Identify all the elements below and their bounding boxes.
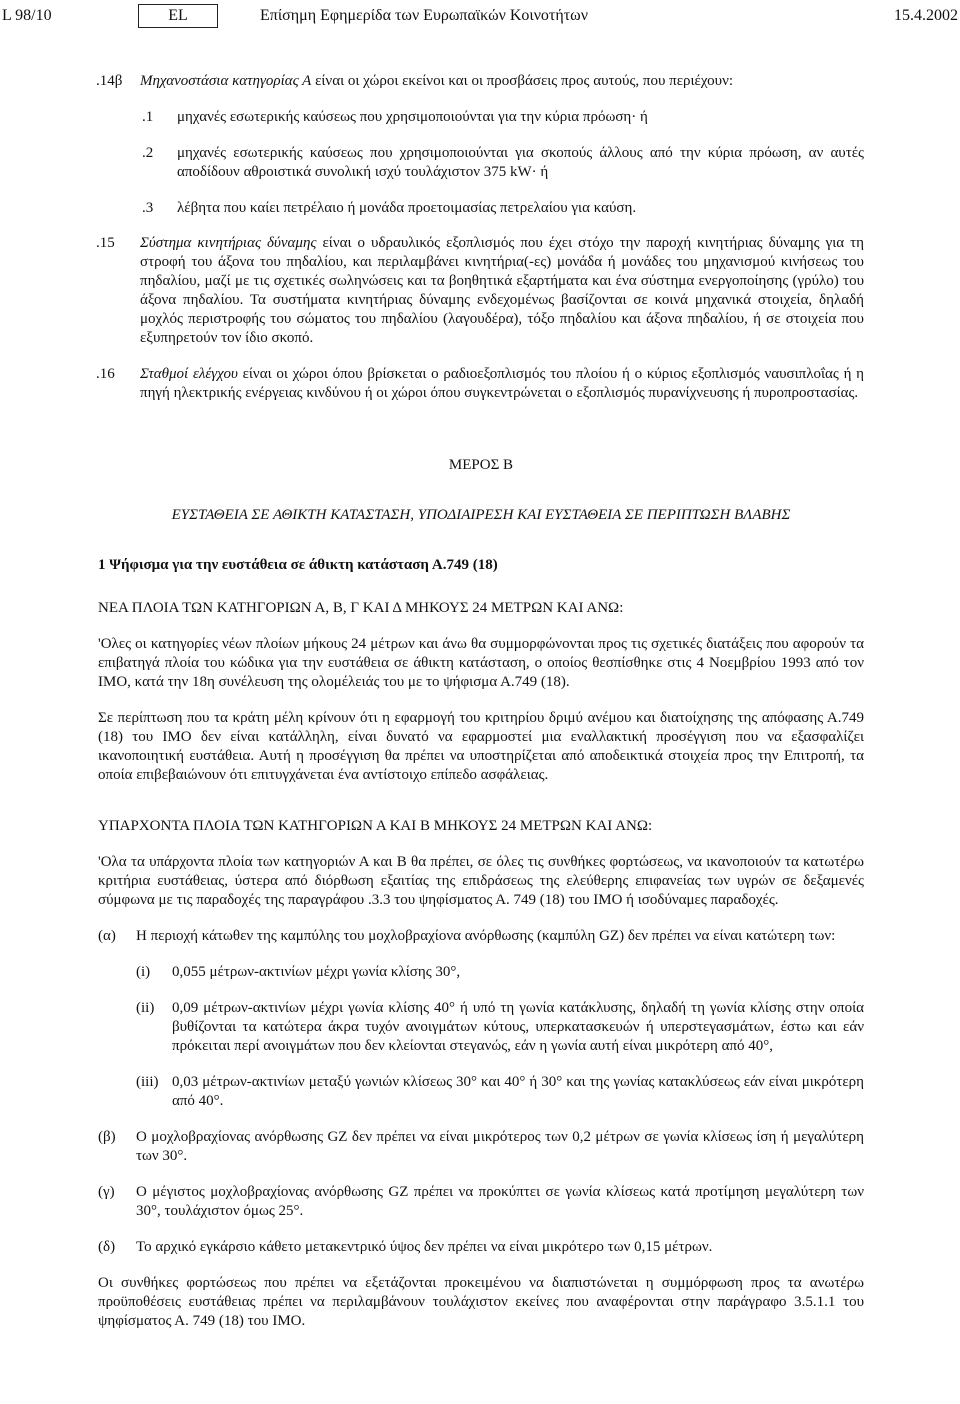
main-content (98, 72, 864, 1331)
list-item (98, 108, 864, 127)
item-number: .3 (142, 200, 154, 216)
item-text: μηχανές εσωτερικής καύσεως που χρησιμοποιούνται για την κύρια πρόωση· ή (177, 109, 648, 125)
part-subtitle: ΕΥΣΤΑΘΕΙΑ ΣΕ ΑΘΙΚΤΗ ΚΑΤΑΣΤΑΣΗ, ΥΠΟΔΙΑΙΡΕΣΗ ΚΑΙ ΕΥΣΤΑΘΕΙΑ ΣΕ ΠΕΡΙΠΤΩΣΗ ΒΛΑΒΗΣ (171, 507, 791, 523)
item-label: (i) (136, 964, 151, 980)
item-label: (δ) (98, 1239, 116, 1255)
journal-title: Επίσημη Εφημερίδα των Ευρωπαϊκών Κοινοτήτων (260, 7, 588, 24)
item-label: (ii) (136, 1000, 155, 1016)
defined-term: Μηχανοστάσια κατηγορίας Α (140, 73, 312, 89)
item-label: (γ) (98, 1184, 115, 1200)
item-label: (α) (98, 928, 116, 944)
list-item (98, 1238, 864, 1257)
paragraph: 'Ολες οι κατηγορίες νέων πλοίων μήκους 24 μέτρων και άνω θα συμμορφώνονται προς τις σχετικές διατάξεις που αφορούν τα επιβατηγά πλοία του κώδικα για την ευστάθεια σε άθικτη κατάσταση, ο οποίος θεσπίσθηκε στις 4 Νοεμβρίου 1993 από τον IMO, κατά την 18η συνέλευση της ολομέλειάς του με το ψήφισμα Α.749 (18). (98, 636, 864, 690)
sub-item (98, 1073, 864, 1111)
paragraph: 'Ολα τα υπάρχοντα πλοία των κατηγοριών Α και Β θα πρέπει, σε όλες τις συνθήκες φορτώσεως, να ικανοποιούν τα κατωτέρω κριτήρια ευστάθειας, ύστερα από διόρθωση εξαιτίας της επιδράσεως της ελεύθερης επιφανείας των υγρών σε δεξαμενές σύμφωνα με τις παραδοχές της παραγράφου .3.3 του ψηφίσματος Α. 749 (18) του IMO ή ισοδύναμες παραδοχές. (98, 854, 864, 908)
item-label: (iii) (136, 1074, 159, 1090)
item-label: (β) (98, 1129, 116, 1145)
section-text: Μηχανοστάσια κατηγορίας Α είναι οι χώροι εκείνοι και οι προσβάσεις προς αυτούς, που περιέχουν: (140, 73, 734, 89)
defined-term: Σταθμοί ελέγχου (140, 366, 238, 382)
item-number: .1 (142, 109, 154, 125)
item-text: 0,03 μέτρων-ακτινίων μεταξύ γωνιών κλίσεως 30° και 40° ή 30° και της γωνίας κατακλύσεως εάν είναι μικρότερη από 40°. (172, 1074, 864, 1109)
item-number: .2 (142, 145, 154, 161)
paragraph: Σε περίπτωση που τα κράτη μέλη κρίνουν ότι η εφαρμογή του κριτηρίου δριμύ ανέμου και διατοίχησης της απόφασης Α.749 (18) του IMO δεν είναι κατάλληλη, είναι δυνατό να εφαρμοστεί μια εναλλακτική προσέγγιση που να εξασφαλίζει ικανοποιητική ευστάθεια. Αυτή η προσέγγιση θα πρέπει να υποστηρίζεται από αποδεικτικά στοιχεία προς την Επιτροπή, τα οποία επιβεβαιώνουν ότι επιτυγχάνεται ένα αντίστοιχο επίπεδο ασφάλειας. (98, 710, 864, 783)
section-15 (98, 234, 864, 348)
item-text: λέβητα που καίει πετρέλαιο ή μονάδα προετοιμασίας πετρελαίου για καύση. (177, 200, 637, 216)
item-text: 0,055 μέτρων-ακτινίων μέχρι γωνία κλίσης 30°, (172, 964, 461, 980)
sub-item (98, 999, 864, 1056)
publication-date: 15.4.2002 (894, 7, 958, 24)
item-text: 0,09 μέτρων-ακτινίων μέχρι γωνία κλίσης 40° ή υπό τη γωνία κατάκλυσης, δηλαδή τη γωνία κλίσης στην οποία βυθίζονται τα κατώτερα άκρα τυχόν ανοιγμάτων κύτους, υπερκατασκευών ή υπερστεγασμάτων, έστω και εάν πρόκειται περί ανοιγμάτων που δεν κλείονται στεγανώς, εάν η γωνία αυτή είναι μικρότερη από 40°, (172, 1000, 864, 1054)
list-item (98, 927, 864, 946)
section-14b (0, 72, 864, 91)
item-text: μηχανές εσωτερικής καύσεως που χρησιμοποιούνται για σκοπούς άλλους από την κύρια πρόωση, αν αυτές αποδίδουν αθροιστικά συνολική ισχύ τουλάχιστον 375 kW· ή (177, 145, 864, 180)
paragraph: Οι συνθήκες φορτώσεως που πρέπει να εξετάζονται προκειμένου να διαπιστώνεται η συμμόρφωση προς τα ανωτέρω προϋποθέσεις ευστάθειας πρέπει να περιλαμβάνουν τουλάχιστον εκείνες που αναφέρονται στην παράγραφο 3.5.1.1 του ψηφίσματος Α. 749 (18) του IMO. (98, 1275, 864, 1329)
new-ships-heading: ΝΕΑ ΠΛΟΙΑ ΤΩΝ ΚΑΤΗΓΟΡΙΩΝ Α, Β, Γ ΚΑΙ Δ ΜΗΚΟΥΣ 24 ΜΕΤΡΩΝ ΚΑΙ ΑΝΩ: (98, 600, 624, 616)
list-item (98, 1128, 864, 1166)
section-number: .16 (96, 366, 115, 382)
item-text: Ο μοχλοβραχίονας ανόρθωσης GZ δεν πρέπει να είναι μικρότερος των 0,2 μέτρων σε γωνία κλίσεως ίση ή μεγαλύτερη των 30°. (136, 1129, 864, 1164)
section-16 (98, 365, 864, 403)
sub-item (98, 963, 864, 982)
section-heading: 1 Ψήφισμα για την ευστάθεια σε άθικτη κατάσταση Α.749 (18) (98, 557, 498, 573)
item-text: Ο μέγιστος μοχλοβραχίονας ανόρθωσης GZ πρέπει να προκύπτει σε γωνία κλίσεως κατά προτίμηση μεγαλύτερη των 30°, τουλάχιστον όμως 25°. (136, 1184, 864, 1219)
page-number: L 98/10 (2, 7, 52, 24)
section-number: .15 (96, 235, 115, 251)
defined-term: Σύστημα κινητήριας δύναμης (140, 235, 317, 251)
language-code: EL (138, 4, 218, 28)
item-text: Το αρχικό εγκάρσιο κάθετο μετακεντρικό ύψος δεν πρέπει να είναι μικρότερο των 0,15 μέτρων. (136, 1239, 713, 1255)
page-header (0, 4, 960, 28)
list-item (98, 1183, 864, 1221)
list-item (98, 144, 864, 182)
existing-ships-heading: ΥΠΑΡΧΟΝΤΑ ΠΛΟΙΑ ΤΩΝ ΚΑΤΗΓΟΡΙΩΝ Α ΚΑΙ Β ΜΗΚΟΥΣ 24 ΜΕΤΡΩΝ ΚΑΙ ΑΝΩ: (98, 818, 653, 834)
item-text: Η περιοχή κάτωθεν της καμπύλης του μοχλοβραχίονα ανόρθωσης (καμπύλη GZ) δεν πρέπει να είναι κατώτερη των: (136, 928, 836, 944)
section-text: Σταθμοί ελέγχου είναι οι χώροι όπου βρίσκεται ο ραδιοεξοπλισμός του πλοίου ή ο κύριος εξοπλισμός ναυσιπλοΐας ή η πηγή ηλεκτρικής ενέργειας κινδύνου ή οι χώροι όπου συγκεντρώνεται ο εξοπλισμός πυρανίχνευσης ή πυροπροστασίας. (140, 366, 864, 401)
part-title: ΜΕΡΟΣ Β (448, 457, 514, 473)
section-text: Σύστημα κινητήριας δύναμης είναι ο υδραυλικός εξοπλισμός που έχει στόχο την παροχή κινητήριας δύναμης για τη στροφή του άξονα του πηδαλίου, και περιλαμβάνει κινητήρια(-ες) μονάδα ή μονάδες του μηχανισμού κινήσεως του πηδαλίου, μαζί με τις σχετικές σωληνώσεις και τα βοηθητικά εξαρτήματα και ένα σύστημα ενεργοποίησης (γρύλο) του άξονα πηδαλίου. Τα συστήματα κινητήριας δύναμης ενδεχομένως βασίζονται σε κοινά μηχανικά στοιχεία, δηλαδή μοχλός περιστροφής του σώματος του πηδαλίου (λαγουδέρα), τόξο πηδαλίου και άξονα πηδαλίου, ή σε στοιχεία που εξυπηρετούν τον ίδιο σκοπό. (140, 235, 864, 346)
section-number: .14β (96, 73, 123, 89)
list-item (98, 199, 864, 218)
